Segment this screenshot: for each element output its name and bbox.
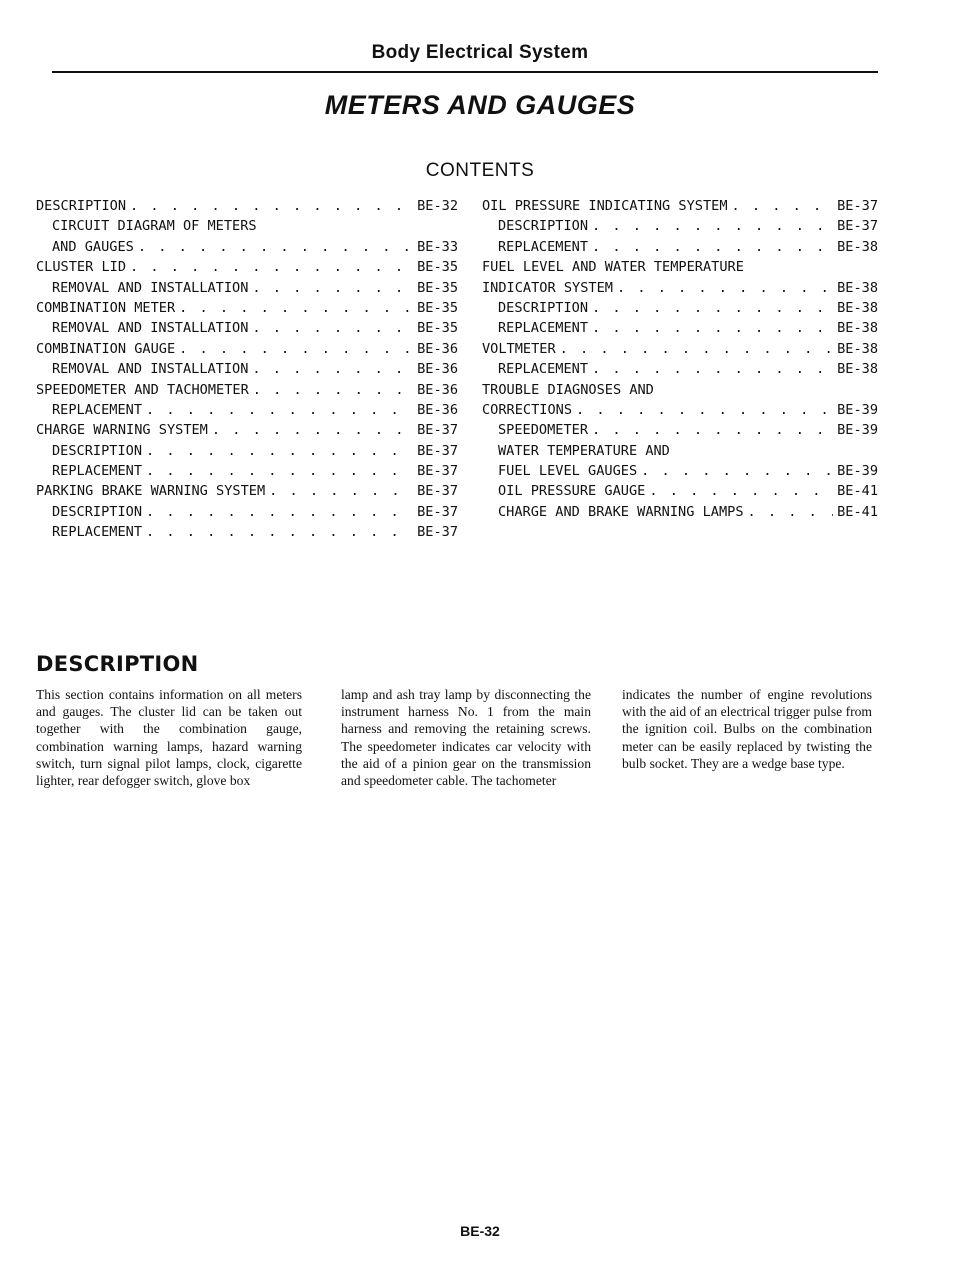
toc-entry-label: REPLACEMENT [52,401,143,418]
toc-entry[interactable] [36,198,458,218]
toc-entry-page: BE-38 [837,238,878,255]
toc-entry-label: COMBINATION METER [36,299,176,316]
toc-entry[interactable] [482,239,878,259]
toc-entry-page: BE-35 [417,320,458,337]
toc-leader-dots [179,300,413,316]
toc-entry-label: REPLACEMENT [498,238,589,255]
toc-entry-label: PARKING BRAKE WARNING SYSTEM [36,483,266,500]
toc-entry[interactable] [36,504,458,524]
toc-entry-label: VOLTMETER [482,340,556,357]
toc-entry-page: BE-38 [837,320,878,337]
toc-entry-label: CIRCUIT DIAGRAM OF METERS [52,218,257,235]
toc-entry-label: TROUBLE DIAGNOSES AND [482,381,654,398]
toc-entry-page: BE-35 [417,299,458,316]
toc-leader-dots [130,259,413,275]
toc-leader-dots [146,443,413,459]
toc-leader-dots [252,320,413,336]
toc-entry-label: SPEEDOMETER [498,422,589,439]
toc-entry-page: BE-32 [417,198,458,214]
toc-leader-dots [649,483,833,499]
contents-heading: CONTENTS [425,160,535,181]
page-number: BE-32 [460,1223,500,1239]
toc-entry[interactable] [482,218,878,238]
toc-entry-page: BE-37 [417,524,458,541]
toc-entry[interactable] [482,320,878,340]
toc-entry-label: CHARGE WARNING SYSTEM [36,422,208,439]
toc-entry-page: BE-36 [417,381,458,398]
toc-entry[interactable] [36,402,458,422]
toc-entry[interactable] [36,422,458,442]
toc-entry-label: REPLACEMENT [52,463,143,480]
toc-leader-dots [130,198,413,214]
toc-entry-label: REMOVAL AND INSTALLATION [52,361,249,378]
section-heading: DESCRIPTION [36,652,199,676]
body-paragraph-1: This section contains information on all meters and gauges. The cluster lid can be taken out together with the combination gauge, combination warning lamps, hazard warning switch, turn signal pilot lamps, clock, cigarette lighter, rear defogger switch, glove box [36,687,302,789]
toc-entry-page: BE-37 [417,422,458,439]
toc-entry[interactable] [482,259,878,279]
toc-entry[interactable] [36,361,458,381]
running-header: Body Electrical System [371,42,589,63]
toc-leader-dots [252,361,413,377]
toc-entry[interactable] [36,320,458,340]
toc-leader-dots [253,382,413,398]
toc-entry-label: REPLACEMENT [498,320,589,337]
toc-entry-label: CHARGE AND BRAKE WARNING LAMPS [498,503,744,520]
toc-entry-label: SPEEDOMETER AND TACHOMETER [36,381,249,398]
toc-leader-dots [592,320,833,336]
toc-leader-dots [269,483,413,499]
toc-entry-label: DESCRIPTION [498,299,589,316]
toc-entry[interactable] [482,341,878,361]
toc-leader-dots [592,361,833,377]
toc-entry-page: BE-33 [417,238,458,255]
toc-entry-page: BE-41 [837,503,878,520]
toc-entry-label: CLUSTER LID [36,259,127,276]
toc-entry-label: REMOVAL AND INSTALLATION [52,279,249,296]
toc-entry[interactable] [482,361,878,381]
toc-entry-label: INDICATOR SYSTEM [482,279,613,296]
toc-entry[interactable] [482,463,878,483]
toc-entry[interactable] [482,198,878,218]
toc-entry-label: DESCRIPTION [52,503,143,520]
toc-entry[interactable] [482,402,878,422]
toc-entry-label: COMBINATION GAUGE [36,340,176,357]
toc-entry-page: BE-38 [837,299,878,316]
toc-entry[interactable] [36,341,458,361]
toc-leader-dots [592,422,833,438]
toc-entry[interactable] [36,239,458,259]
toc-entry-label: OIL PRESSURE GAUGE [498,483,646,500]
toc-leader-dots [641,463,833,479]
toc-entry[interactable] [36,259,458,279]
toc-entry-page: BE-39 [837,422,878,439]
toc-entry[interactable] [482,443,878,463]
toc-entry-page: BE-36 [417,340,458,357]
toc-entry[interactable] [36,382,458,402]
toc-entry[interactable] [36,218,458,238]
body-paragraph-3: indicates the number of engine revolutions with the aid of an electrical trigger pulse from the ignition coil. Bulbs on the combination meter can be easily replaced by twisting the bulb socket. They are a wedge base type. [622,687,872,771]
toc-entry-label: DESCRIPTION [52,442,143,459]
toc-leader-dots [252,280,413,296]
body-paragraph-2: lamp and ash tray lamp by disconnecting the instrument harness No. 1 from the main harness and removing the retaining screws. The speedometer indicates car velocity with the aid of a pinion gear on the transmission and speedometer cable. The tachometer [341,687,591,789]
toc-entry[interactable] [482,483,878,503]
toc-entry[interactable] [36,300,458,320]
toc-entry[interactable] [36,443,458,463]
toc-entry-label: REMOVAL AND INSTALLATION [52,320,249,337]
toc-entry-page: BE-35 [417,279,458,296]
toc-right-column [482,198,878,524]
toc-entry[interactable] [36,280,458,300]
toc-leader-dots [146,402,413,418]
toc-entry-page: BE-37 [837,198,878,214]
toc-leader-dots [732,198,834,214]
toc-entry[interactable] [36,483,458,503]
toc-entry-page: BE-36 [417,361,458,378]
toc-entry-page: BE-41 [837,483,878,500]
toc-entry-page: BE-38 [837,279,878,296]
toc-entry-label: OIL PRESSURE INDICATING SYSTEM [482,198,728,214]
toc-leader-dots [146,524,413,540]
toc-leader-dots [179,341,413,357]
toc-entry[interactable] [482,382,878,402]
toc-entry-page: BE-37 [417,442,458,459]
toc-left-column [36,198,458,545]
toc-leader-dots [138,239,413,255]
toc-leader-dots [212,422,413,438]
toc-entry-page: BE-37 [417,483,458,500]
toc-entry[interactable] [36,524,458,544]
toc-entry-label: WATER TEMPERATURE AND [498,442,670,459]
toc-entry-label: REPLACEMENT [52,524,143,541]
toc-entry-label: REPLACEMENT [498,361,589,378]
toc-leader-dots [576,402,833,418]
toc-entry[interactable] [482,504,878,524]
header-rule [52,71,878,73]
toc-entry-page: BE-37 [837,218,878,235]
toc-leader-dots [592,239,833,255]
toc-entry-page: BE-38 [837,361,878,378]
toc-entry-label: FUEL LEVEL GAUGES [498,463,638,480]
toc-leader-dots [617,280,833,296]
toc-entry[interactable] [482,422,878,442]
toc-entry-page: BE-35 [417,259,458,276]
toc-entry[interactable] [36,463,458,483]
toc-entry-page: BE-36 [417,401,458,418]
toc-leader-dots [560,341,833,357]
toc-entry-label: CORRECTIONS [482,401,573,418]
toc-entry-page: BE-38 [837,340,878,357]
toc-leader-dots [592,300,833,316]
toc-entry-page: BE-39 [837,401,878,418]
toc-entry-page: BE-39 [837,463,878,480]
toc-leader-dots [146,463,413,479]
toc-entry-label: DESCRIPTION [498,218,589,235]
toc-entry[interactable] [482,300,878,320]
toc-entry[interactable] [482,280,878,300]
toc-leader-dots [146,504,413,520]
toc-entry-page: BE-37 [417,503,458,520]
toc-leader-dots [748,504,834,520]
toc-leader-dots [592,218,833,234]
toc-entry-label: AND GAUGES [52,238,134,255]
toc-entry-page: BE-37 [417,463,458,480]
page-title: METERS AND GAUGES [324,90,636,120]
toc-entry-label: DESCRIPTION [36,198,127,214]
toc-entry-label: FUEL LEVEL AND WATER TEMPERATURE [482,259,744,276]
